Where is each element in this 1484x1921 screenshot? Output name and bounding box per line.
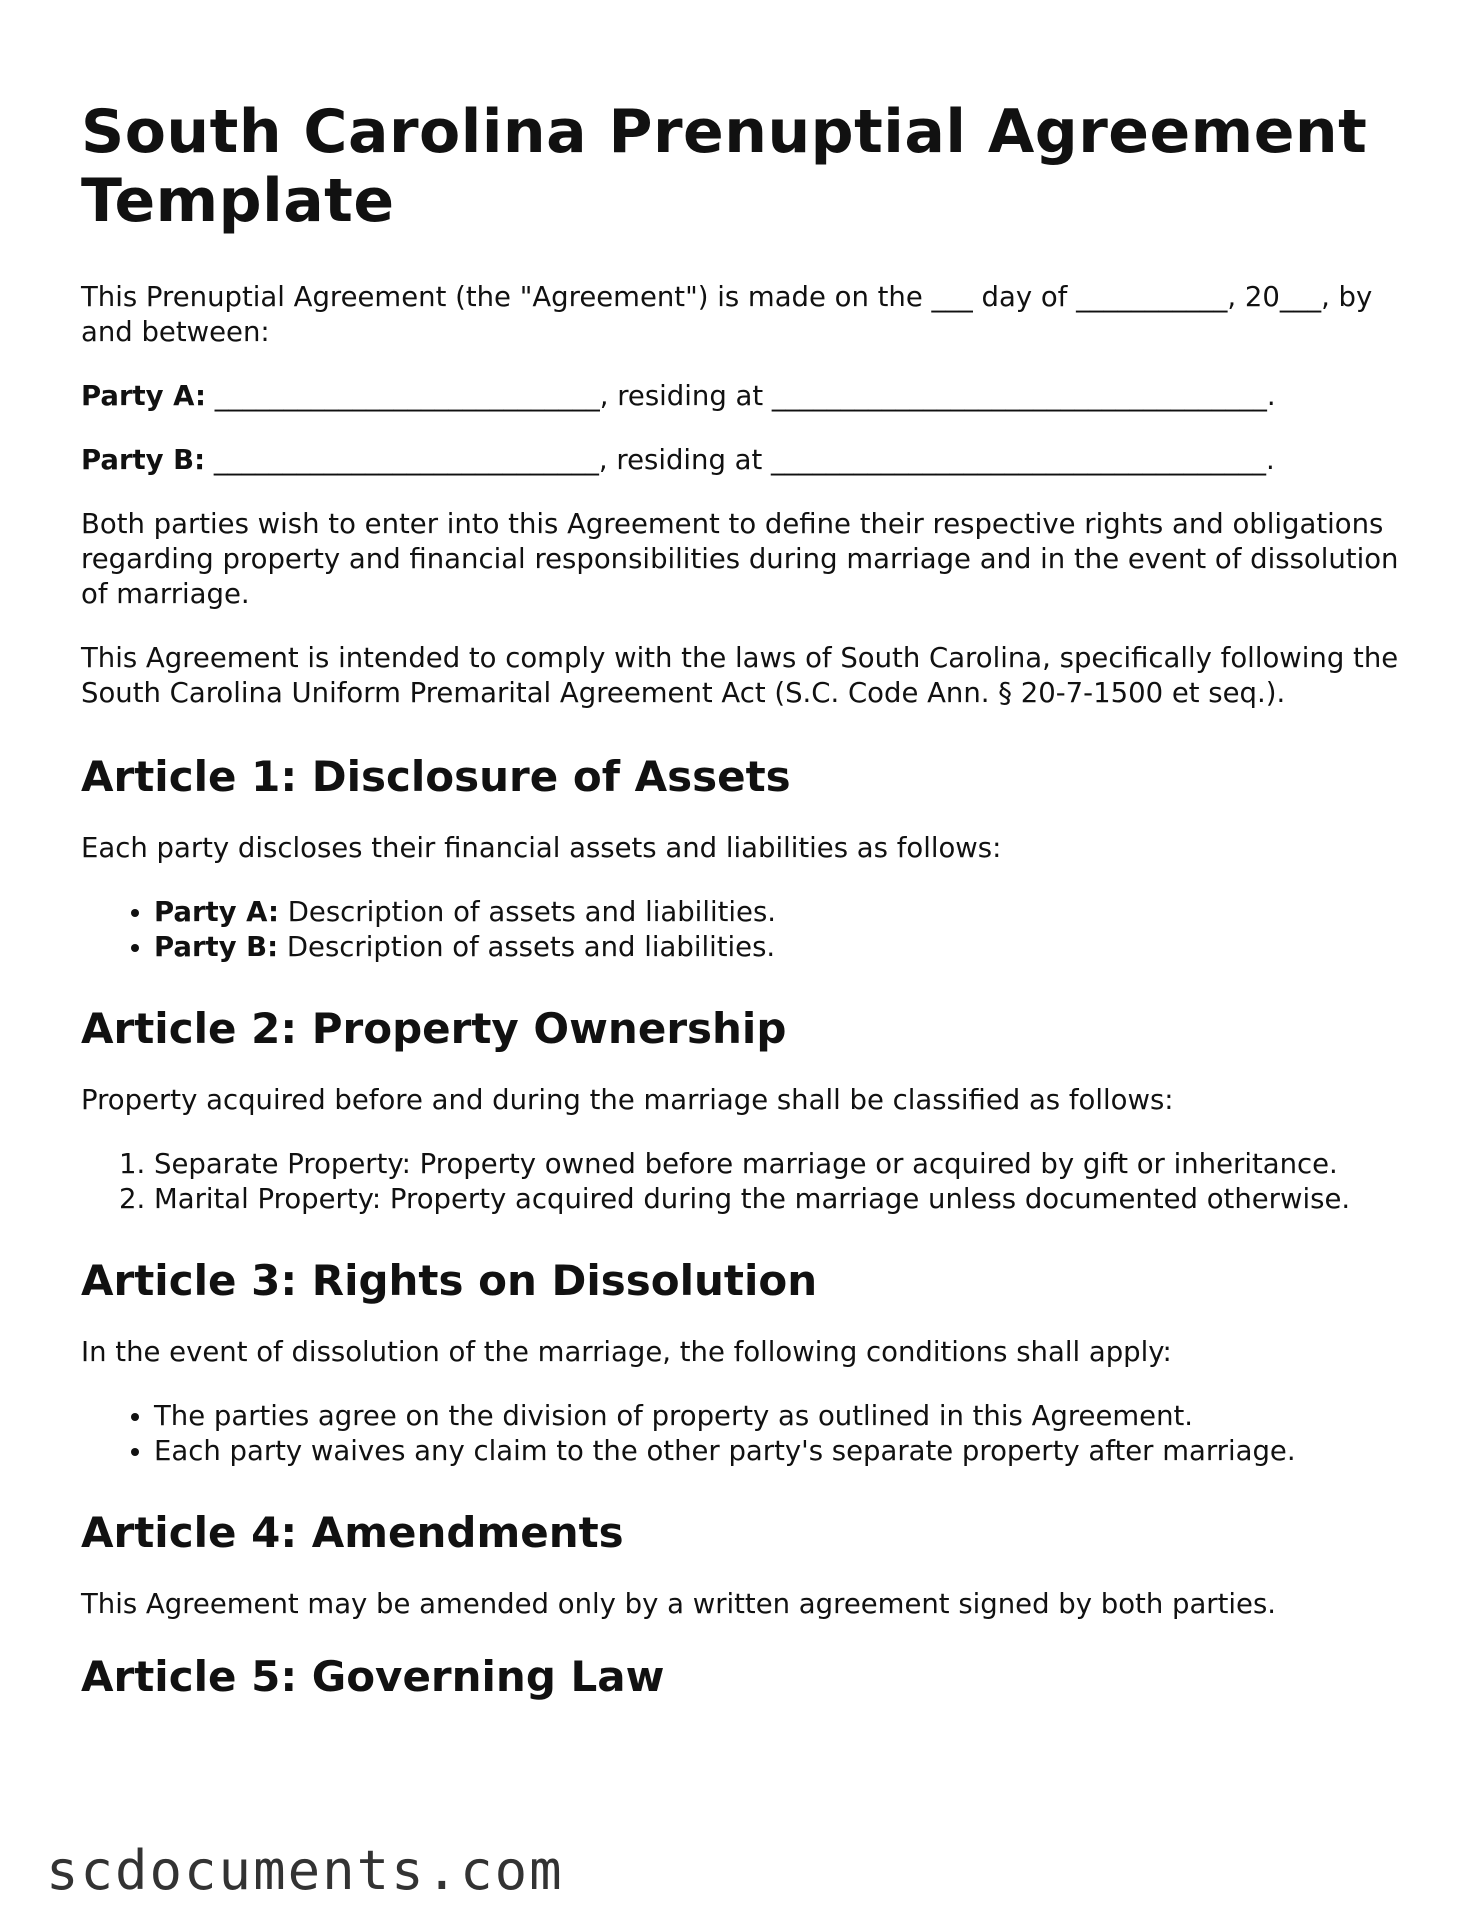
party-a-label: Party A: — [81, 380, 206, 412]
compliance-paragraph: This Agreement is intended to comply with the laws of South Carolina, specifically following the South Carolina Uniform Premarital Agreement Act (S.C. Code Ann. § 20-7-1500 et seq.). — [81, 642, 1399, 709]
article-3-heading: Article 3: Rights on Dissolution — [81, 1256, 818, 1305]
article-3-list — [81, 1399, 1411, 1469]
intro-paragraph: This Prenuptial Agreement (the "Agreement") is made on the ___ day of ___________, 20___, by and between: — [81, 281, 1373, 348]
site-watermark: scdocuments.com — [46, 1839, 564, 1902]
article-4-body: This Agreement may be amended only by a written agreement signed by both parties. — [81, 1588, 1277, 1620]
article-4-heading: Article 4: Amendments — [81, 1508, 624, 1557]
article-1-intro: Each party discloses their financial assets and liabilities as follows: — [81, 832, 1002, 864]
item-text: Description of assets and liabilities. — [278, 896, 777, 928]
item-label: Party B: — [154, 931, 279, 963]
article-2-list — [81, 1147, 1411, 1217]
party-b-text: ____________________________, residing at ____________________________________. — [205, 444, 1275, 476]
article-2-intro: Property acquired before and during the marriage shall be classified as follows: — [81, 1084, 1174, 1116]
item-label: Party A: — [154, 896, 279, 928]
party-b-label: Party B: — [81, 444, 206, 476]
purpose-paragraph: Both parties wish to enter into this Agreement to define their respective rights and obligations regarding property and financial responsibilities during marriage and in the event of dissolution of marriage. — [81, 508, 1399, 610]
article-1-heading: Article 1: Disclosure of Assets — [81, 752, 791, 801]
article-3-intro: In the event of dissolution of the marriage, the following conditions shall apply: — [81, 1336, 1172, 1368]
article-1-list — [81, 895, 1411, 965]
party-b-line — [81, 443, 1411, 478]
document-page — [81, 98, 1411, 1731]
document-title: South Carolina Prenuptial Agreement Template — [81, 97, 1368, 236]
party-a-line — [81, 379, 1411, 414]
list-item: 1. Separate Property: Property owned before marriage or acquired by gift or inheritance. — [154, 1147, 1411, 1182]
list-item: • Each party waives any claim to the other party's separate property after marriage. — [154, 1434, 1411, 1469]
list-item — [154, 895, 1411, 930]
article-2-heading: Article 2: Property Ownership — [81, 1004, 787, 1053]
party-a-text: ____________________________, residing at ____________________________________. — [205, 380, 1276, 412]
item-text: Description of assets and liabilities. — [278, 931, 776, 963]
list-item — [154, 930, 1411, 965]
list-item: • The parties agree on the division of property as outlined in this Agreement. — [154, 1399, 1411, 1434]
list-item: 2. Marital Property: Property acquired during the marriage unless documented otherwise. — [154, 1182, 1411, 1217]
article-5-heading: Article 5: Governing Law — [81, 1652, 665, 1701]
